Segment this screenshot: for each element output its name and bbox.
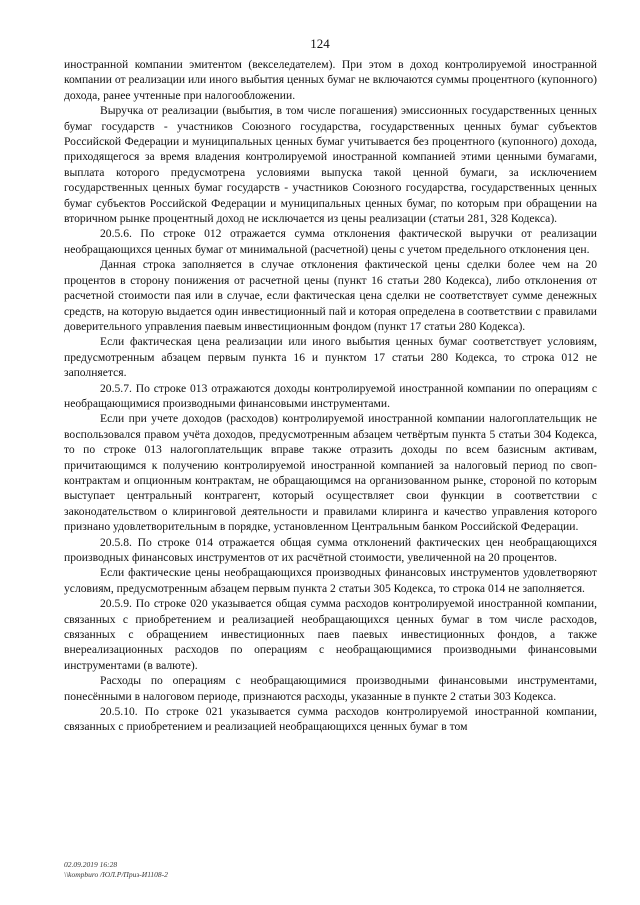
footer-date: 02.09.2019 16:28 (64, 860, 118, 869)
page-number: 124 (310, 36, 330, 51)
paragraph: 20.5.6. По строке 012 отражается сумма отклонения фактической выручки от реализации необращающихся ценных бумаг от минимальной (расчетной) цены с учетом предельного отклонения цен. (64, 227, 597, 256)
paragraph: иностранной компании эмитентом (векселедателем). При этом в доход контролируемой иностранной компании от реализации или иного выбытия ценных бумаг не включаются суммы процентного (купонного) дохода, ранее учтенные при налогообложении. (64, 58, 597, 102)
paragraph: 20.5.8. По строке 014 отражается общая сумма отклонений фактических цен необращающихся производных финансовых инструментов от их расчётной стоимости, увеличенной на 20 процентов. (64, 535, 597, 564)
paragraph: Если при учете доходов (расходов) контролируемой иностранной компании налогоплательщик не воспользовался правом учёта доходов, предусмотренным абзацем четвёртым пункта 5 статьи 304 Кодекса, то по строке 013 налогоплательщик вправе также отразить доходы по всем базисным активам, причитающимся к получению контролируемой иностранной компанией за налоговый период по своп-контрактам и опционным контрактам, не обращающимся на организованном рынке, стороной по которым выступает центральный контрагент, который осуществляет свои функции в соответствии с законодательством о клиринговой деятельности и правилами клиринга и качество управления которого признано удовлетворительным в порядке, установленном Центральным банком Российской Федерации. (64, 412, 597, 534)
paragraph: 20.5.9. По строке 020 указывается общая сумма расходов контролируемой иностранной компании, связанных с приобретением и реализацией необращающихся ценных бумаг в том числе расходов, связанных с обращением инвестиционных паев паевых инвестиционных фондов, а также внереализационных расходов по операциям с необращающимися производными финансовыми инструментами (в валюте). (64, 597, 597, 672)
paragraph: Данная строка заполняется в случае отклонения фактической цены сделки более чем на 20 процентов в сторону понижения от расчетной цены (пункт 16 статьи 280 Кодекса), либо отклонения от расчетной стоимости пая или в случае, если фактическая цена сделки не соответствует сумме денежных средств, на которую выдается один инвестиционный пай и которая определена в соответствии с правилами доверительного управления паевым инвестиционным фондом (пункт 17 статьи 280 Кодекса). (64, 258, 597, 333)
document-body (64, 57, 597, 735)
paragraph: Если фактические цены необращающихся производных финансовых инструментов удовлетворяют условиям, предусмотренным абзацем первым пункта 2 статьи 305 Кодекса, то строка 014 не заполняется. (64, 566, 597, 595)
footer-stamp (64, 860, 168, 880)
paragraph: 20.5.10. По строке 021 указывается сумма расходов контролируемой иностранной компании, связанных с приобретением и реализацией необращающихся ценных бумаг в том (64, 705, 597, 734)
paragraph: Расходы по операциям с необращающимися производными финансовыми инструментами, понесёнными в налоговом периоде, признаются расходы, указанные в пункте 2 статьи 303 Кодекса. (64, 674, 597, 703)
paragraph: Если фактическая цена реализации или иного выбытия ценных бумаг соответствует условиям, предусмотренным абзацем первым пункта 16 и пунктом 17 статьи 280 Кодекса, то строка 012 не заполняется. (64, 335, 597, 380)
paragraph: 20.5.7. По строке 013 отражаются доходы контролируемой иностранной компании по операциям с необращающимися производными финансовыми инструментами. (64, 381, 597, 410)
footer-path: \\kompburo /ЮЛ.Р/Приз-И1108-2 (64, 870, 168, 879)
paragraph: Выручка от реализации (выбытия, в том числе погашения) эмиссионных государственных ценных бумаг государств - участников Союзного государства, государственных ценных бумаг субъектов Российской Федерации и муниципальных ценных бумаг учитывается без процентного (купонного) дохода, приходящегося за время владения контролируемой иностранной компанией этими ценными бумагами, выплата которого предусмотрена условиями выпуска такой ценной бумаги, за исключением государственных ценных бумаг государств - участников Союзного государства, государственных ценных бумаг субъектов Российской Федерации и муниципальных ценных бумаг, по которым при обращении на вторичном рынке процентный доход не исключается из цены реализации (статьи 281, 328 Кодекса). (64, 104, 597, 226)
